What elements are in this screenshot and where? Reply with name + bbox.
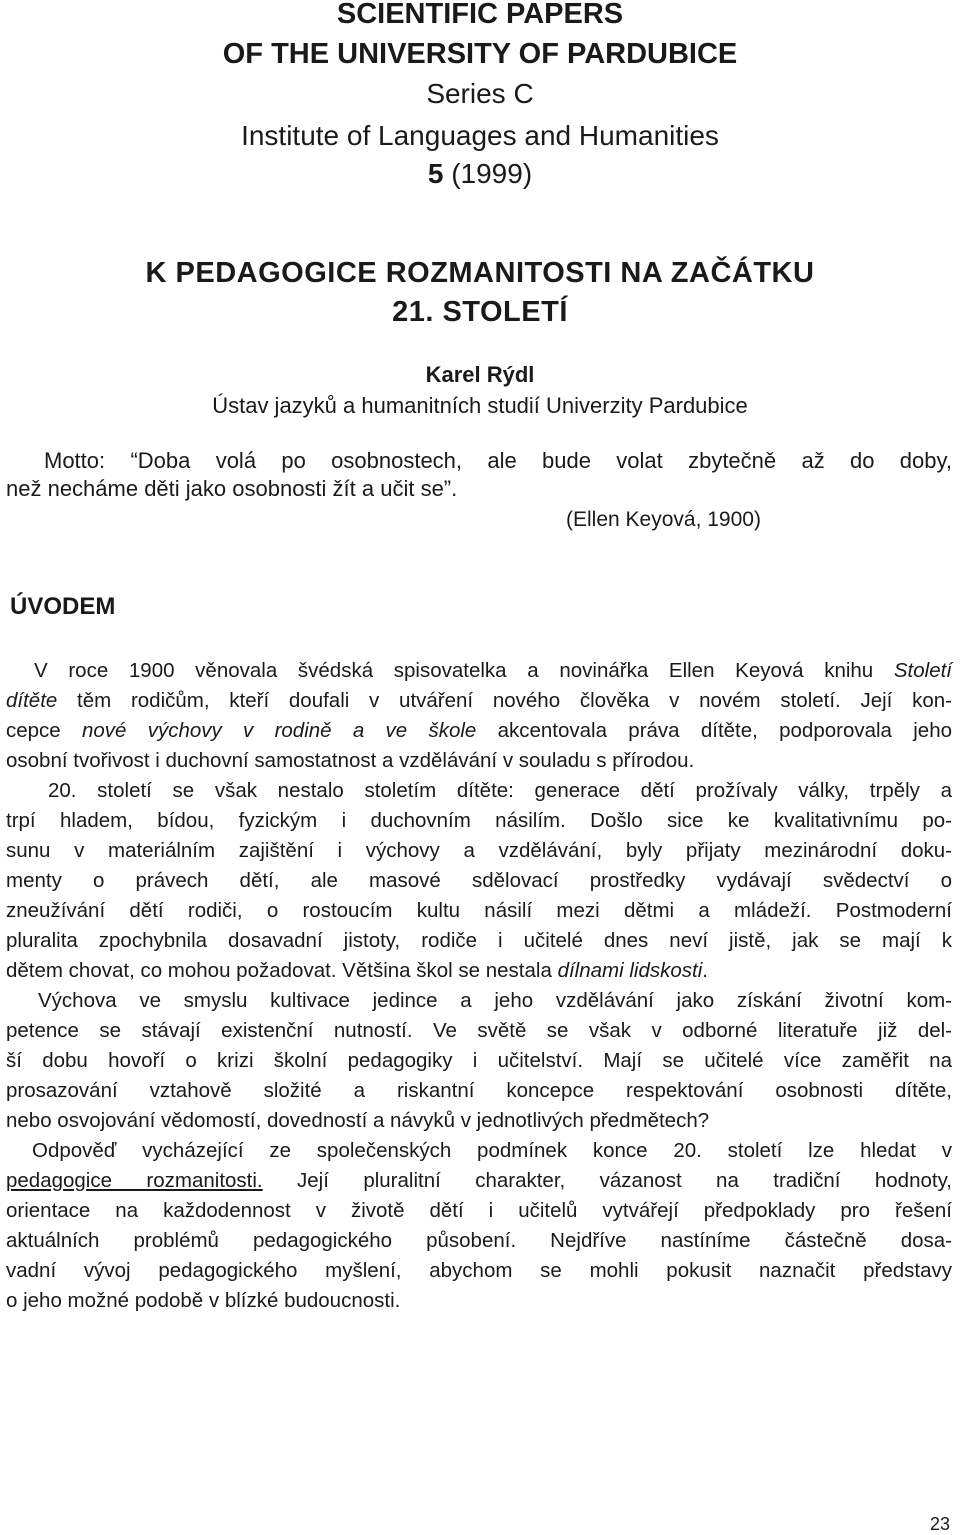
- text-line: Výchova ve smyslu kultivace jedince a jeho vzdělávání jako získání životní kom-: [38, 989, 952, 1012]
- text-run: akcentovala práva dítěte, podporovala jeho: [476, 719, 952, 742]
- motto-source: (Ellen Keyová, 1900): [566, 508, 761, 531]
- article-title-line2: 21. STOLETÍ: [392, 296, 568, 328]
- text-line: [6, 686, 952, 716]
- text-line: trpí hladem, bídou, fyzickým i duchovním násilím. Došlo sice ke kvalitativnímu po-: [6, 809, 952, 832]
- text-line: [6, 1166, 952, 1196]
- text-line: [6, 716, 952, 746]
- author-name: Karel Rýdl: [425, 362, 535, 387]
- text-run: dětem chovat, co mohou požadovat. Většina škol se nestala: [6, 959, 558, 982]
- motto: [6, 447, 952, 503]
- volume-year: (1999): [451, 158, 533, 189]
- text-line: sunu v materiálním zajištění i výchovy a vzdělávání, byly přijaty mezinárodní doku-: [6, 839, 952, 862]
- text-run: V roce 1900 věnovala švédská spisovatelka a novinářka Ellen Keyová knihu: [34, 659, 894, 682]
- body-text: [6, 656, 952, 1316]
- text-line: orientace na každodennost v životě dětí i učitelů vytvářejí předpoklady pro řešení: [6, 1199, 952, 1222]
- italic-run: dítěte: [6, 689, 58, 712]
- journal-name-line2: OF THE UNIVERSITY OF PARDUBICE: [222, 38, 738, 70]
- text-run: těm rodičům, kteří doufali v utváření nového člověka v novém století. Její kon-: [57, 689, 952, 712]
- motto-line: Motto: “Doba volá po osobnostech, ale bude volat zbytečně až do doby,: [44, 448, 952, 473]
- text-line: o jeho možné podobě v blízké budoucnosti.: [6, 1289, 401, 1312]
- text-line: menty o právech dětí, ale masové sdělovací prostředky vydávají svědectví o: [6, 869, 952, 892]
- italic-run: Století: [893, 659, 952, 682]
- text-line: zneužívání dětí rodiči, o rostoucím kultu násilí mezi dětmi a mládeží. Postmoderní: [6, 899, 952, 922]
- text-line: 20. století se však nestalo stoletím dítěte: generace dětí prožívaly války, trpěly a: [48, 779, 952, 802]
- section-heading: ÚVODEM: [10, 593, 116, 620]
- text-line: nebo osvojování vědomostí, dovedností a návyků v jednotlivých předmětech?: [6, 1109, 710, 1132]
- text-line: petence se stávají existenční nutností. Ve světě se však v odborné literatuře již del-: [6, 1019, 952, 1042]
- italic-run: nové výchovy v rodině a ve škole: [81, 719, 477, 742]
- page-number: 23: [929, 1514, 950, 1534]
- motto-line: než necháme děti jako osobnosti žít a učit se”.: [6, 476, 458, 501]
- volume-number: 5: [427, 158, 444, 189]
- journal-volume: [0, 158, 960, 190]
- article-title-line1: K PEDAGOGICE ROZMANITOSTI NA ZAČÁTKU: [145, 257, 815, 289]
- text-line: aktuálních problémů pedagogického působení. Nejdříve nastíníme částečně dosa-: [6, 1229, 952, 1252]
- text-line: osobní tvořivost i duchovní samostatnost a vzdělávání v souladu s přírodou.: [6, 749, 695, 772]
- text-run: .: [702, 959, 708, 982]
- text-run: cepce: [6, 719, 82, 742]
- text-line: pluralita zpochybnila dosavadní jistoty, rodiče i učitelé dnes neví jistě, jak se mají k: [6, 929, 952, 952]
- text-line: prosazování vztahově složité a riskantní koncepce respektování osobnosti dítěte,: [6, 1079, 952, 1102]
- text-line: ší dobu hovoří o krizi školní pedagogiky i učitelství. Mají se učitelé více zaměřit na: [6, 1049, 952, 1072]
- underlined-run: pedagogice rozmanitosti.: [6, 1169, 263, 1192]
- italic-run: dílnami lidskosti: [557, 959, 703, 982]
- text-line: [6, 956, 952, 986]
- text-run: Její pluralitní charakter, vázanost na tradiční hodnoty,: [262, 1169, 952, 1192]
- text-line: vadní vývoj pedagogického myšlení, abychom se mohli pokusit naznačit představy: [6, 1259, 952, 1282]
- text-line: Odpověď vycházející ze společenských podmínek konce 20. století lze hledat v: [32, 1139, 952, 1162]
- author-affiliation: Ústav jazyků a humanitních studií Univerzity Pardubice: [212, 393, 748, 418]
- journal-name-line1: SCIENTIFIC PAPERS: [336, 0, 624, 30]
- text-line: [6, 656, 952, 686]
- journal-series: Series C: [426, 78, 534, 109]
- journal-institute: Institute of Languages and Humanities: [241, 120, 719, 151]
